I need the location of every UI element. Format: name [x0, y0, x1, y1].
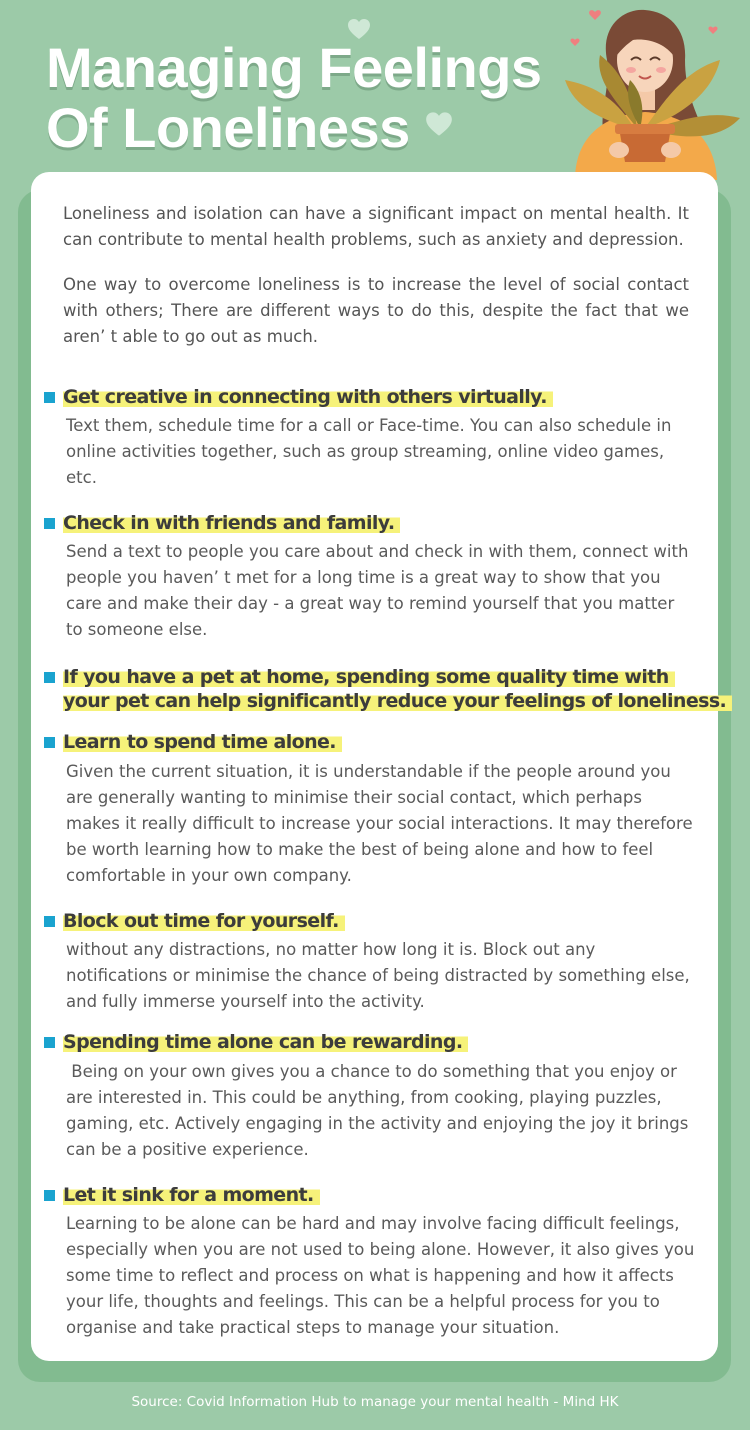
source-credit: Source: Covid Information Hub to manage your mental health - Mind HK: [131, 1394, 619, 1410]
tip-heading-5: [44, 909, 345, 933]
bullet-square-icon: [44, 392, 55, 403]
tip-heading-text: Learn to spend time alone.: [63, 730, 342, 754]
tip-heading-line-2: your pet can help significantly reduce your feelings of loneliness.: [63, 689, 732, 713]
tip-heading-3: [44, 665, 738, 713]
tip-heading-text: Get creative in connecting with others virtually.: [63, 385, 553, 409]
tip-heading-text: Check in with friends and family.: [63, 511, 400, 535]
tip-heading-text: Spending time alone can be rewarding.: [63, 1030, 468, 1054]
page-title: [46, 38, 542, 158]
bullet-square-icon: [44, 916, 55, 927]
bullet-square-icon: [44, 672, 55, 683]
bullet-square-icon: [44, 737, 55, 748]
tip-heading-2: [44, 511, 400, 535]
tip-heading-text: Block out time for yourself.: [63, 909, 345, 933]
tip-heading-1: [44, 385, 553, 409]
tip-body-2: Send a text to people you care about and check in with them, connect with people you haven’ t met for a long time is a great way to show that you care and make their day - a great way to remind yourself that you matter to someone else.: [66, 542, 689, 639]
tip-body-5: without any distractions, no matter how long it is. Block out any notifications or minimise the chance of being distracted by something else, and fully immerse yourself into the activity.: [66, 940, 690, 1011]
title-line-2: Of Loneliness: [46, 96, 410, 159]
tip-body-4: Given the current situation, it is understandable if the people around you are generally wanting to minimise their social contact, which perhaps makes it really difficult to increase your social interactions. It may therefore be worth learning how to make the best of being alone and how to feel comfortable in your own company.: [66, 762, 693, 885]
tip-body-7: Learning to be alone can be hard and may involve facing difficult feelings, especially when you are not used to being alone. However, it also gives you some time to reflect and process on what is happening and how it affects your life, thoughts and feelings. This can be a helpful process for you to organise and take practical steps to manage your situation.: [66, 1214, 695, 1337]
tip-heading-text: Let it sink for a moment.: [63, 1183, 320, 1207]
woman-holding-plant-illustration: [545, 0, 750, 180]
intro-paragraph-2: One way to overcome loneliness is to increase the level of social contact with others; There are different ways to do this, despite the fact that we aren’ t able to go out as much.: [63, 275, 689, 346]
tip-body-1: Text them, schedule time for a call or Face-time. You can also schedule in online activities together, such as group streaming, online video games, etc.: [66, 416, 672, 487]
tip-heading-7: [44, 1183, 320, 1207]
tip-heading-4: [44, 730, 342, 754]
tip-heading-line-1: If you have a pet at home, spending some quality time with: [63, 665, 675, 689]
tip-body-6: Being on your own gives you a chance to do something that you enjoy or are interested in. This could be anything, from cooking, playing puzzles, gaming, etc. Actively engaging in the activity and enjoying the joy it brings can be a positive experience.: [66, 1062, 694, 1159]
intro-paragraph-1: Loneliness and isolation can have a significant impact on mental health. It can contribute to mental health problems, such as anxiety and depression.: [63, 204, 689, 249]
bullet-square-icon: [44, 1037, 55, 1048]
tip-heading-6: [44, 1030, 468, 1054]
title-line-1: Managing Feelings: [46, 36, 542, 99]
bullet-square-icon: [44, 1190, 55, 1201]
bullet-square-icon: [44, 518, 55, 529]
tip-heading-text: [63, 665, 738, 713]
